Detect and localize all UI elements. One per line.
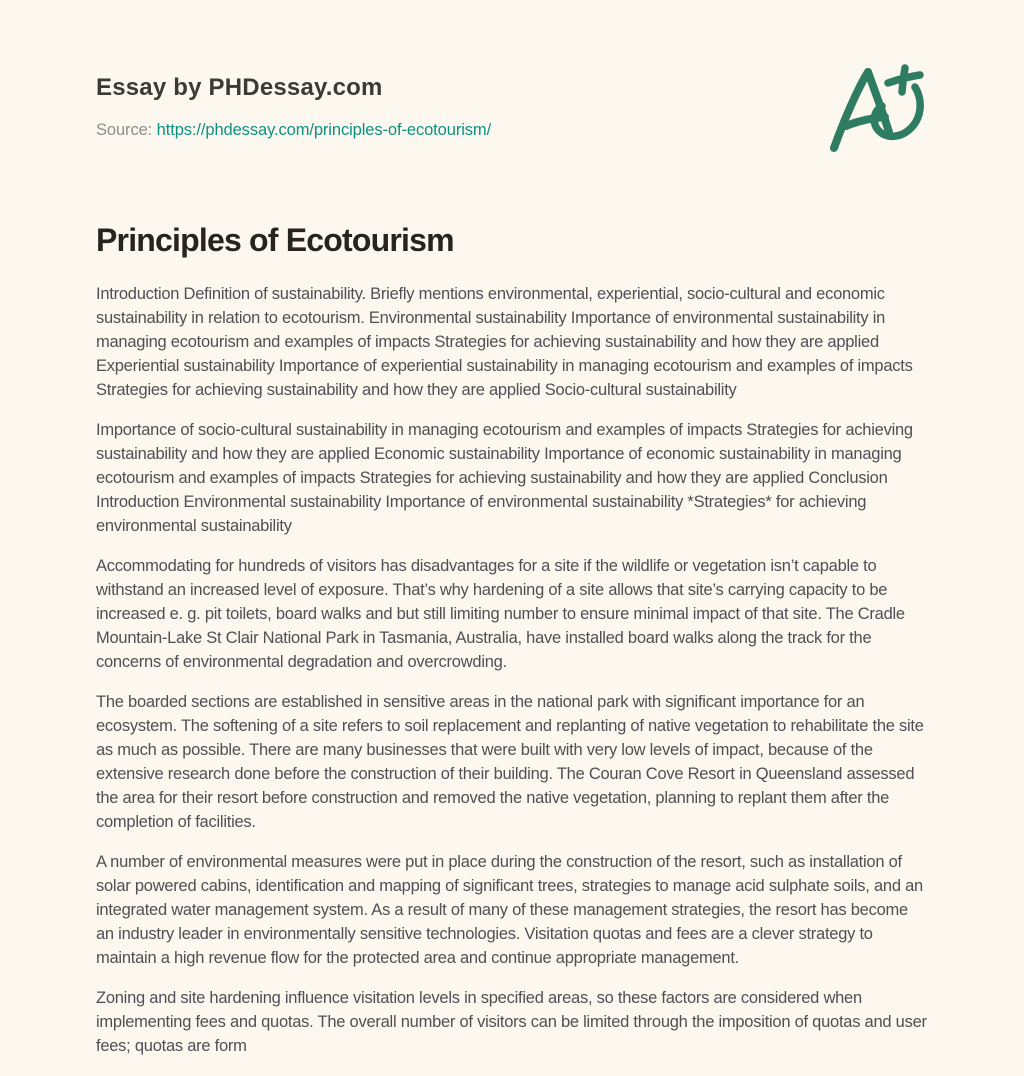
source-label: Source: xyxy=(96,121,153,139)
essay-paragraph-6: Zoning and site hardening influence visitation levels in specified areas, so these factors are considered when implementing fees and quotas. The overall number of visitors can be limited through the imposition of quotas and user fees; quotas are form xyxy=(96,989,927,1055)
essay-title: Principles of Ecotourism xyxy=(96,222,454,258)
essay-body xyxy=(96,282,930,1074)
a-plus-logo-icon xyxy=(828,62,928,158)
source-link[interactable]: https://phdessay.com/principles-of-ecotourism/ xyxy=(156,121,492,139)
essay-paragraph-2: Importance of socio-cultural sustainability in managing ecotourism and examples of impacts Strategies for achieving sustainability and how they are applied Economic sustainability Importance of economic sustainability in managing ecotourism and examples of impacts Strategies for achieving sustainability and how they are applied Conclusion Introduction Environmental sustainability Importance of environmental sustainability *Strategies* for achieving environmental sustainability xyxy=(96,421,913,535)
essay-paragraph-5: A number of environmental measures were put in place during the construction of the resort, such as installation of solar powered cabins, identification and mapping of significant trees, strategies to manage acid sulphate soils, and an integrated water management system. As a result of many of these management strategies, the resort has become an industry leader in environmentally sensitive technologies. Visitation quotas and fees are a clever strategy to maintain a high revenue flow for the protected area and continue appropriate management. xyxy=(96,853,923,967)
essay-paragraph-3: Accommodating for hundreds of visitors has disadvantages for a site if the wildlife or vegetation isn’t capable to withstand an increased level of exposure. That’s why hardening of a site allows that site’s carrying capacity to be increased e. g. pit toilets, board walks and but still limiting number to ensure minimal impact of that site. The Cradle Mountain-Lake St Clair National Park in Tasmania, Australia, have installed board walks along the track for the concerns of environmental degradation and overcrowding. xyxy=(96,557,905,671)
essay-paragraph-4: The boarded sections are established in sensitive areas in the national park with significant importance for an ecosystem. The softening of a site refers to soil replacement and replanting of native vegetation to rehabilitate the site as much as possible. There are many businesses that were built with very low levels of impact, because of the extensive research done before the construction of their building. The Couran Cove Resort in Queensland assessed the area for their resort before construction and removed the native vegetation, planning to replant them after the completion of facilities. xyxy=(96,693,924,831)
source-line xyxy=(96,121,491,140)
site-title: Essay by PHDessay.com xyxy=(96,74,383,101)
essay-paragraph-1: Introduction Definition of sustainability. Briefly mentions environmental, experiential, socio-cultural and economic sustainability in relation to ecotourism. Environmental sustainability Importance of environmental sustainability in managing ecotourism and examples of impacts Strategies for achieving sustainability and how they are applied Experiential sustainability Importance of experiential sustainability in managing ecotourism and examples of impacts Strategies for achieving sustainability and how they are applied Socio-cultural sustainability xyxy=(96,285,913,399)
